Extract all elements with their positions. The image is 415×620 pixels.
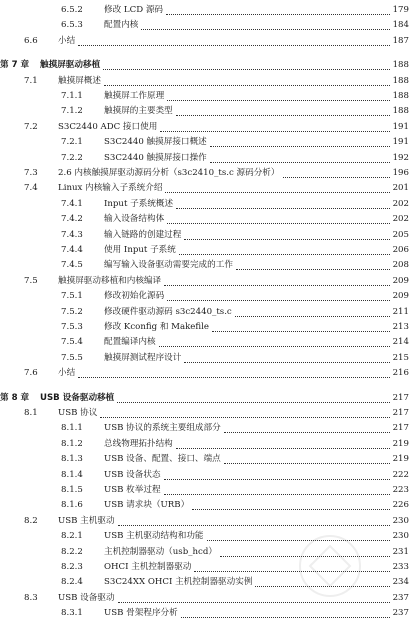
toc-entry-row[interactable] [0, 421, 415, 435]
toc-section-title: USB 主机驱动 [58, 514, 115, 528]
toc-page-number: 237 [393, 606, 409, 620]
toc-page-number: 187 [393, 34, 409, 48]
toc-page-number: 196 [393, 166, 409, 180]
toc-entry-row[interactable] [0, 166, 415, 180]
toc-section-number: 7.5.3 [61, 320, 83, 334]
toc-section-title: 2.6 内核触摸屏驱动源码分析（s3c2410_ts.c 源码分析） [58, 166, 280, 180]
toc-page-number: 213 [393, 320, 409, 334]
toc-dot-leader [167, 299, 390, 301]
toc-section-title: USB 主机驱动结构和功能 [104, 529, 204, 543]
toc-section-title: 配置编译内核 [104, 335, 156, 349]
toc-page-number: 216 [393, 366, 409, 380]
toc-page-number: 230 [393, 529, 409, 543]
toc-chapter-row[interactable] [0, 391, 415, 405]
toc-section-title: USB 协议 [58, 406, 97, 420]
toc-section-number: 7.5.2 [61, 305, 83, 319]
toc-section-number: 8.1.4 [61, 468, 83, 482]
toc-section-title: 编写输入设备驱动需要完成的工作 [104, 258, 233, 272]
toc-dot-leader [236, 268, 390, 270]
toc-section-title: 触摸屏的主要类型 [104, 104, 173, 118]
toc-section-number: 8.2.2 [61, 545, 83, 559]
toc-entry-row[interactable] [0, 120, 415, 134]
toc-page-number: 209 [393, 274, 409, 288]
toc-entry-row[interactable] [0, 351, 415, 365]
toc-page-number: 230 [393, 514, 409, 528]
toc-page-number: 234 [393, 575, 409, 589]
toc-section-title: S3C2440 ADC 接口使用 [58, 120, 157, 134]
toc-section-number: 8.1.1 [61, 421, 83, 435]
toc-page-number: 192 [393, 151, 409, 165]
toc-dot-leader [212, 330, 390, 332]
toc-entry-row[interactable] [0, 89, 415, 103]
toc-section-title: S3C24XX OHCI 主机控制器驱动实例 [104, 575, 252, 589]
toc-section-title: USB 设备、配置、接口、端点 [104, 452, 221, 466]
toc-page-number: 219 [393, 437, 409, 451]
toc-page-number: 188 [393, 89, 409, 103]
toc-page-number: 188 [393, 74, 409, 88]
toc-entry-row[interactable] [0, 320, 415, 334]
toc-section-title: Input 子系统概述 [104, 197, 173, 211]
toc-section-number: 7.5.1 [61, 289, 83, 303]
toc-section-number: 6.5.2 [61, 3, 83, 17]
toc-section-title: S3C2440 触摸屏接口操作 [104, 151, 207, 165]
toc-entry-row[interactable] [0, 3, 415, 17]
toc-section-number: 7.1 [24, 74, 38, 88]
toc-page-number: 188 [393, 58, 409, 72]
toc-section-number: 8.2.4 [61, 575, 83, 589]
toc-page-number: 222 [393, 468, 409, 482]
toc-section-number: 7.1.1 [61, 89, 83, 103]
toc-page-number: 191 [393, 135, 409, 149]
toc-dot-leader [176, 114, 390, 116]
toc-section-title: 输入链路的创建过程 [104, 228, 181, 242]
toc-page-number: 219 [393, 452, 409, 466]
watermark-logo-icon [265, 526, 395, 606]
toc-section-number: 7.5 [24, 274, 38, 288]
toc-dot-leader [104, 84, 390, 86]
toc-page-number: 211 [393, 305, 409, 319]
toc-entry-row[interactable] [0, 498, 415, 512]
toc-section-title: 触摸屏概述 [58, 74, 101, 88]
toc-dot-leader [210, 145, 390, 147]
toc-page-number: 191 [393, 120, 409, 134]
toc-page-number: 202 [393, 212, 409, 226]
toc-page-number: 202 [393, 197, 409, 211]
toc-entry-row[interactable] [0, 151, 415, 165]
toc-entry-row[interactable] [0, 212, 415, 226]
toc-section-title: Linux 内核输入子系统介绍 [58, 181, 162, 195]
toc-entry-row[interactable] [0, 305, 415, 319]
toc-section-title: 配置内核 [104, 18, 138, 32]
toc-dot-leader [224, 462, 390, 464]
toc-page-number: 209 [393, 289, 409, 303]
toc-page-number: 226 [393, 498, 409, 512]
toc-dot-leader [192, 508, 390, 510]
toc-page-number: 179 [393, 3, 409, 17]
toc-entry-row[interactable] [0, 606, 415, 620]
toc-section-title: 小结 [58, 366, 75, 380]
toc-section-title: 小结 [58, 34, 75, 48]
toc-dot-leader [184, 238, 390, 240]
toc-dot-leader [165, 191, 390, 193]
toc-entry-row[interactable] [0, 437, 415, 451]
toc-dot-leader [159, 345, 390, 347]
toc-section-title: USB 设备驱动移植 [40, 391, 114, 405]
toc-section-title: 触摸屏驱动移植 [40, 58, 100, 72]
toc-section-number: 7.4 [24, 181, 38, 195]
toc-page-number: 208 [393, 258, 409, 272]
toc-section-title: 主机控制器驱动（usb_hcd） [104, 545, 217, 559]
toc-section-number: 8.2.1 [61, 529, 83, 543]
toc-section-number: 8.3 [24, 591, 38, 605]
toc-page-number: 231 [393, 545, 409, 559]
toc-page-number: 188 [393, 104, 409, 118]
toc-section-number: 7.3 [24, 166, 38, 180]
toc-section-number: 8.3.1 [61, 606, 83, 620]
toc-section-title: USB 枚举过程 [104, 483, 161, 497]
toc-dot-leader [224, 431, 390, 433]
toc-entry-row[interactable] [0, 452, 415, 466]
toc-section-title: 触摸屏测试程序设计 [104, 351, 181, 365]
toc-dot-leader [179, 253, 390, 255]
toc-dot-leader [283, 176, 390, 178]
toc-page-number: 214 [393, 335, 409, 349]
toc-dot-leader [141, 28, 390, 30]
toc-dot-leader [100, 416, 390, 418]
toc-page-number: 201 [393, 181, 409, 195]
toc-dot-leader [117, 401, 390, 403]
toc-section-number: 7.2.2 [61, 151, 83, 165]
toc-section-number: 7.4.4 [61, 243, 83, 257]
toc-section-number: 7.6 [24, 366, 38, 380]
toc-section-number: 7.4.5 [61, 258, 83, 272]
toc-section-number: 7.2.1 [61, 135, 83, 149]
toc-dot-leader [167, 99, 390, 101]
toc-dot-leader [166, 13, 390, 15]
toc-page-number: 215 [393, 351, 409, 365]
toc-entry-row[interactable] [0, 289, 415, 303]
toc-dot-leader [210, 161, 390, 163]
toc-section-number: 7.4.1 [61, 197, 83, 211]
toc-section-title: 修改硬件驱动源码 s3c2440_ts.c [104, 305, 232, 319]
toc-page-number: 217 [393, 406, 409, 420]
toc-dot-leader [164, 284, 390, 286]
toc-entry-row[interactable] [0, 135, 415, 149]
toc-section-number: 第 7 章 [0, 58, 29, 72]
toc-dot-leader [164, 478, 390, 480]
toc-section-title: USB 协议的系统主要组成部分 [104, 421, 221, 435]
toc-section-title: 触摸屏工作原理 [104, 89, 164, 103]
toc-entry-row[interactable] [0, 406, 415, 420]
toc-section-number: 7.4.2 [61, 212, 83, 226]
toc-section-title: 触摸屏驱动移植和内核编译 [58, 274, 161, 288]
toc-page-number: 217 [393, 391, 409, 405]
toc-section-number: 7.1.2 [61, 104, 83, 118]
toc-section-number: 7.5.5 [61, 351, 83, 365]
toc-dot-leader [160, 130, 390, 132]
toc-section-title: 使用 Input 子系统 [104, 243, 176, 257]
toc-page-number: 205 [393, 228, 409, 242]
toc-section-number: 7.4.3 [61, 228, 83, 242]
toc-page-number: 206 [393, 243, 409, 257]
toc-entry-row[interactable] [0, 228, 415, 242]
toc-entry-row[interactable] [0, 34, 415, 48]
toc-section-number: 8.1.3 [61, 452, 83, 466]
toc-page-number: 237 [393, 591, 409, 605]
toc-section-title: 总线物理拓扑结构 [104, 437, 173, 451]
toc-section-number: 8.1.6 [61, 498, 83, 512]
toc-page-number: 217 [393, 421, 409, 435]
toc-section-number: 8.2 [24, 514, 38, 528]
toc-entry-row[interactable] [0, 483, 415, 497]
toc-dot-leader [78, 376, 390, 378]
toc-section-number: 8.1.5 [61, 483, 83, 497]
toc-entry-row[interactable] [0, 366, 415, 380]
toc-page-number: 223 [393, 483, 409, 497]
toc-section-number: 8.2.3 [61, 560, 83, 574]
toc-section-title: 修改初始化源码 [104, 289, 164, 303]
toc-section-title: USB 请求块（URB） [104, 498, 189, 512]
toc-section-number: 7.2 [24, 120, 38, 134]
toc-dot-leader [167, 222, 390, 224]
toc-entry-row[interactable] [0, 18, 415, 32]
toc-section-number: 8.1 [24, 406, 38, 420]
toc-dot-leader [181, 616, 390, 618]
toc-section-number: 8.1.2 [61, 437, 83, 451]
toc-entry-row[interactable] [0, 258, 415, 272]
toc-section-title: OHCI 主机控制器驱动 [104, 560, 191, 574]
toc-dot-leader [176, 447, 390, 449]
toc-entry-row[interactable] [0, 74, 415, 88]
toc-section-title: USB 骨架程序分析 [104, 606, 178, 620]
toc-dot-leader [184, 361, 390, 363]
toc-entry-row[interactable] [0, 274, 415, 288]
toc-dot-leader [235, 315, 390, 317]
toc-entry-row[interactable] [0, 104, 415, 118]
toc-entry-row[interactable] [0, 335, 415, 349]
toc-entry-row[interactable] [0, 181, 415, 195]
toc-dot-leader [103, 68, 390, 70]
toc-section-number: 第 8 章 [0, 391, 29, 405]
toc-page-number: 184 [393, 18, 409, 32]
toc-section-number: 7.5.4 [61, 335, 83, 349]
toc-section-number: 6.6 [24, 34, 38, 48]
toc-section-title: USB 设备驱动 [58, 591, 115, 605]
toc-entry-row[interactable] [0, 243, 415, 257]
toc-dot-leader [176, 207, 390, 209]
toc-dot-leader [164, 493, 390, 495]
toc-section-title: 修改 LCD 源码 [104, 3, 163, 17]
toc-section-title: 输入设备结构体 [104, 212, 164, 226]
toc-section-title: S3C2440 触摸屏接口概述 [104, 135, 207, 149]
toc-entry-row[interactable] [0, 468, 415, 482]
toc-page-number: 233 [393, 560, 409, 574]
toc-chapter-row[interactable] [0, 58, 415, 72]
toc-dot-leader [78, 44, 390, 46]
toc-section-title: USB 设备状态 [104, 468, 161, 482]
toc-section-number: 6.5.3 [61, 18, 83, 32]
toc-section-title: 修改 Kconfig 和 Makefile [104, 320, 209, 334]
toc-entry-row[interactable] [0, 197, 415, 211]
